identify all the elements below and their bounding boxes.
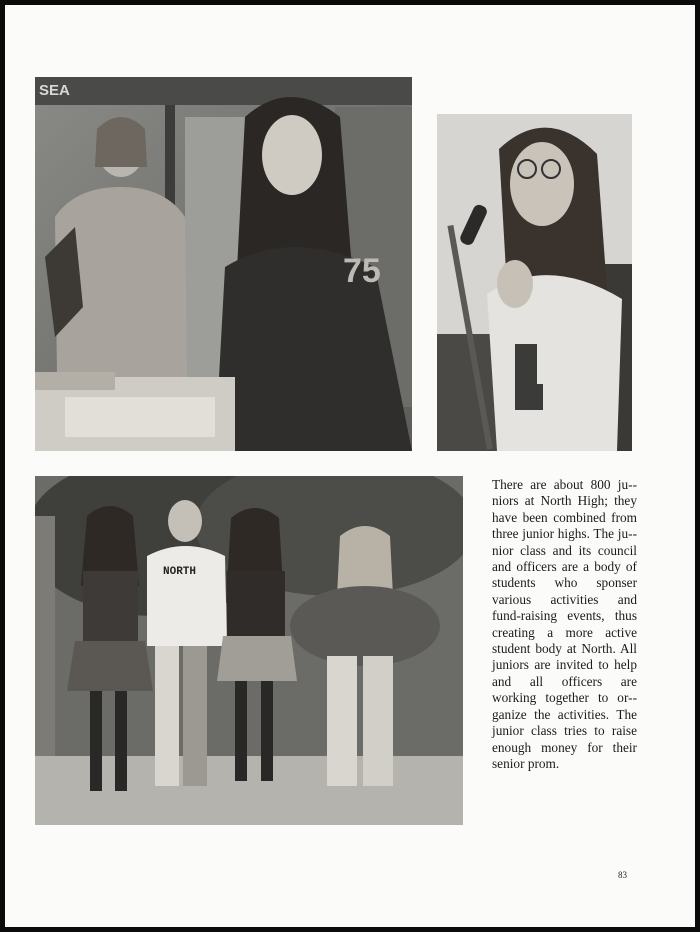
shirt-text: NORTH <box>163 566 197 578</box>
page-number: 83 <box>618 870 627 880</box>
storefront-sign-text: SEA <box>39 82 70 99</box>
body-text: There are about 800 ju-niors at North High; they have been combined from three junior highs. The ju-nior class and its council and officers are a body of students who sponser various activities and fund-raising events, thus creating a more active student body at North. All juniors are invited to help and all officers are working together to or-ganize the activities. The junior class tries to raise enough money for their senior prom. <box>492 477 637 771</box>
photo-speaker-at-microphone <box>437 114 632 451</box>
photo-class-officers <box>35 476 463 825</box>
yearbook-page <box>5 5 695 927</box>
photo-bake-sale <box>35 77 412 451</box>
jersey-number: 75 <box>343 252 381 290</box>
